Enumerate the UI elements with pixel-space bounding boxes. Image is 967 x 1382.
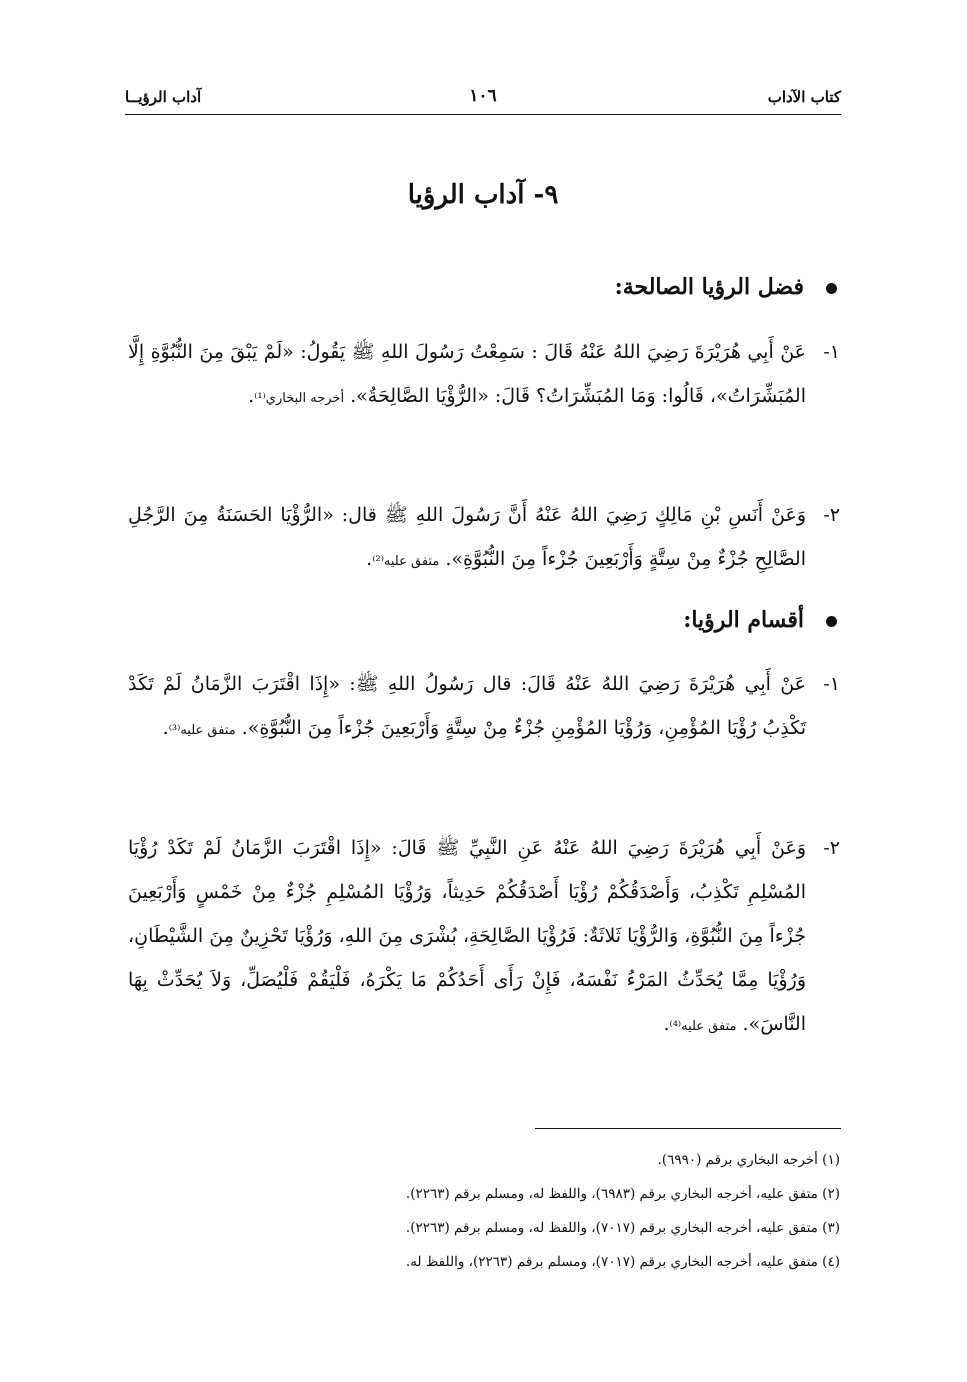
header-rule	[125, 114, 841, 115]
footnote: (٤) متفق عليه، أخرجه البخاري برقم (٧٠١٧)، ومسلم برقم (٢٢٦٣)، واللفظ له.	[405, 1254, 840, 1270]
footnote-rule	[535, 1128, 841, 1129]
hadith-number: ٢-	[823, 837, 840, 859]
bullet-icon	[826, 616, 837, 627]
footnote: (٢) متفق عليه، أخرجه البخاري برقم (٦٩٨٣)، واللفظ له، ومسلم برقم (٢٢٦٣).	[405, 1186, 840, 1202]
hadith-reference: متفق عليه⁽²⁾	[372, 554, 440, 569]
hadith-paragraph	[128, 826, 840, 1049]
hadith-end: .	[663, 1013, 670, 1035]
hadith-end: .	[366, 548, 373, 570]
hadith-reference: متفق عليه⁽³⁾	[168, 723, 236, 738]
hadith-number: ١-	[823, 341, 840, 363]
section-heading	[237, 274, 837, 300]
footnote: (١) أخرجه البخاري برقم (٦٩٩٠).	[657, 1152, 840, 1168]
hadith-text: وَعَنْ أَنَسِ بْنِ مَالِكٍ رَضِيَ اللهُ عَنْهُ أَنَّ رَسُولَ اللهِ ﷺ قال: «الرُّؤْيَا الحَسَنَةُ مِنَ الرَّجُلِ الصَّالِحِ جُزْءٌ مِنْ سِتَّةٍ وَأَرْبَعِينَ جُزْءاً مِنَ النُّبُوَّةِ».	[128, 504, 806, 570]
hadith-text: عَنْ أَبِي هُرَيْرَةَ رَضِيَ اللهُ عَنْهُ قَالَ: قال رَسُولُ اللهِ ﷺ: «إِذَا اقْتَرَبَ الزَّمَانُ لَمْ تَكَدْ تَكْذِبُ رُؤْيَا المُؤْمِنِ، وَرُؤْيَا المُؤْمِنِ جُزْءٌ مِنْ سِتَّةٍ وَأَرْبَعِينَ جُزْءاً مِنَ النُّبُوَّةِ».	[128, 673, 806, 739]
hadith-text: وَعَنْ أَبِي هُرَيْرَةَ رَضِيَ اللهُ عَنْهُ عَنِ النَّبِيِّ ﷺ قَالَ: «إِذَا اقْتَرَبَ الزَّمَانُ لَمْ تَكَدْ رُؤْيَا المُسْلِمِ تَكْذِبُ، وَأَصْدَقُكُمْ رُؤْيَا أَصْدَقُكُمْ حَدِيثاً، وَرُؤْيَا المُسْلِمِ جُزْءٌ مِنْ خَمْسٍ وَأَرْبَعِينَ جُزْءاً مِنَ النُّبُوَّةِ، وَالرُّؤْيَا ثَلاثَةٌ: فَرُؤْيَا الصَّالِحَةِ، بُشْرَى مِنَ اللهِ، وَرُؤْيَا تَحْزِينٌ مِنَ الشَّيْطَانِ، وَرُؤْيَا مِمَّا يُحَدِّثُ المَرْءُ نَفْسَهُ، فَإِنْ رَأَى أَحَدُكُمْ مَا يَكْرَهُ، فَلْيَقُمْ فَلْيُصَلِّ، وَلاَ يُحَدِّثْ بِهَا النَّاسَ».	[128, 837, 806, 1035]
hadith-end: .	[162, 717, 169, 739]
chapter-heading: ٩- آداب الرؤيا	[407, 180, 559, 210]
running-header	[125, 84, 841, 114]
page-number: ١٠٦	[469, 86, 497, 106]
chapter-title: آداب الرؤيــا	[125, 88, 202, 106]
hadith-paragraph	[128, 330, 840, 421]
section-heading-text: أقسام الرؤيا:	[683, 607, 804, 633]
hadith-end: .	[248, 385, 255, 407]
hadith-reference: أخرجه البخاري⁽¹⁾	[254, 391, 345, 406]
footnote: (٣) متفق عليه، أخرجه البخاري برقم (٧٠١٧)، واللفظ له، ومسلم برقم (٢٢٦٣).	[405, 1220, 840, 1236]
hadith-text: عَنْ أَبِي هُرَيْرَةَ رَضِيَ اللهُ عَنْهُ قَالَ : سَمِعْتُ رَسُولَ اللهِ ﷺ يَقُولُ: «لَمْ يَبْقَ مِنَ النُّبُوَّةِ إِلَّا المُبَشِّرَاتُ»، قَالُوا: وَمَا المُبَشِّرَاتُ؟ قَالَ: «الرُّؤْيَا الصَّالِحَةُ».	[128, 341, 806, 407]
hadith-paragraph	[128, 662, 840, 753]
hadith-number: ١-	[823, 673, 840, 695]
section-heading	[237, 607, 837, 633]
hadith-reference: متفق عليه⁽⁴⁾	[669, 1019, 737, 1034]
section-heading-text: فضل الرؤيا الصالحة:	[614, 274, 804, 300]
bullet-icon	[826, 283, 837, 294]
book-title: كتاب الآداب	[767, 88, 841, 106]
hadith-number: ٢-	[823, 504, 840, 526]
hadith-paragraph	[128, 493, 840, 584]
